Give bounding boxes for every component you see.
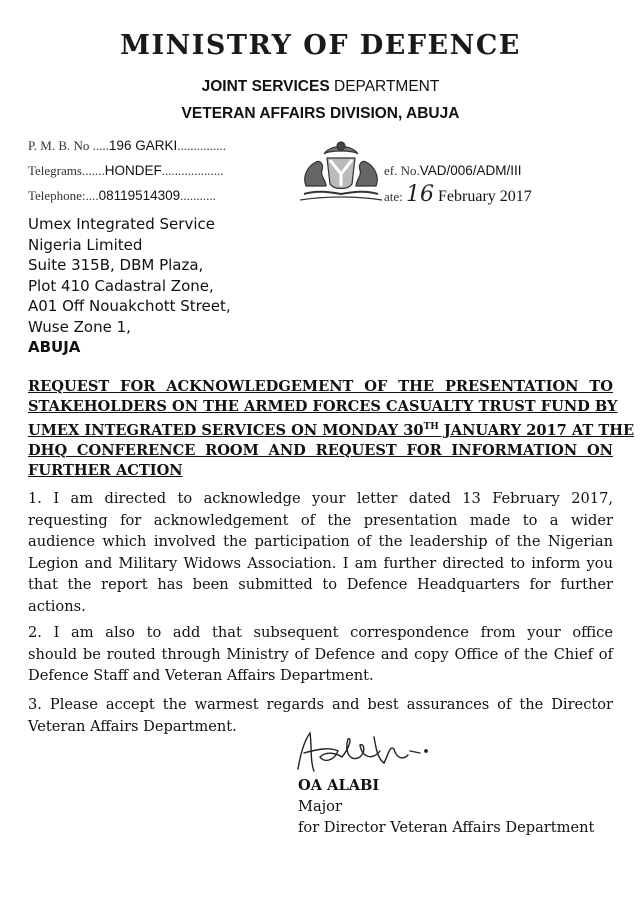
- paragraph-line: that the report has been submitted to Defence Headquarters for further: [28, 576, 613, 593]
- address-line: Nigeria Limited: [28, 235, 143, 254]
- date-label: ate:: [384, 189, 407, 204]
- paragraph-2: [28, 622, 613, 687]
- ministry-title: MINISTRY OF DEFENCE: [120, 30, 521, 61]
- coat-of-arms-icon: [286, 136, 396, 208]
- handwritten-signature: [290, 727, 440, 777]
- subject-superscript: TH: [423, 422, 439, 432]
- department-rest: DEPARTMENT: [329, 78, 440, 95]
- address-line: Umex Integrated Service: [28, 215, 215, 233]
- signatory-role: for Director Veteran Affairs Department: [298, 819, 595, 836]
- division-line: VETERAN AFFAIRS DIVISION, ABUJA: [181, 105, 460, 122]
- date-day: 16: [406, 182, 435, 207]
- subject-heading: [28, 377, 635, 481]
- address-city: ABUJA: [28, 338, 81, 356]
- paragraph-line: actions.: [28, 597, 86, 615]
- address-line: Suite 315B, DBM Plaza,: [28, 256, 204, 274]
- subject-line: FURTHER ACTION: [28, 461, 183, 479]
- recipient-address: [28, 214, 231, 358]
- telephone-dots: ...........: [180, 188, 216, 203]
- pmb-label: P. M. B. No .....: [28, 138, 109, 153]
- subject-text: JANUARY 2017 AT THE: [438, 421, 635, 439]
- reference-label: ef. No.: [384, 163, 420, 178]
- subject-line: DHQ CONFERENCE ROOM AND REQUEST FOR INFORMATION ON: [28, 441, 613, 459]
- telegrams-line: [28, 163, 223, 179]
- address-line: Plot 410 Cadastral Zone,: [28, 276, 214, 295]
- telephone-label: Telephone:....: [28, 188, 99, 203]
- paragraph-line: requesting for acknowledgement of the presentation made to a wider: [28, 511, 613, 529]
- subject-line: REQUEST FOR ACKNOWLEDGEMENT OF THE PRESENTATION TO: [28, 378, 613, 395]
- signatory-rank: Major: [298, 798, 342, 815]
- paragraph-line: 3. Please accept the warmest regards and best assurances of the Director: [28, 696, 613, 713]
- address-line: A01 Off Nouakchott Street,: [28, 297, 231, 315]
- signatory-block: [298, 775, 594, 838]
- subject-line: [28, 417, 635, 441]
- pmb-value: 196 GARKI: [108, 138, 178, 153]
- telephone-line: [28, 188, 216, 204]
- paragraph-line: Veteran Affairs Department.: [28, 717, 237, 735]
- paragraph-1: [28, 488, 613, 617]
- pmb-dots: ...............: [177, 138, 226, 153]
- department-line: [0, 78, 641, 96]
- address-line: Wuse Zone 1,: [28, 317, 131, 336]
- paragraph-line: 1. I am directed to acknowledge your letter dated 13 February 2017,: [28, 490, 613, 507]
- subject-text: UMEX INTEGRATED SERVICES ON MONDAY 30: [28, 421, 424, 439]
- paragraph-line: Legion and Military Widows Association. I am further directed to inform you: [28, 554, 613, 572]
- pmb-line: [28, 138, 226, 154]
- date-line: [384, 182, 532, 207]
- telephone-value: 08119514309: [98, 188, 181, 203]
- paragraph-line: audience which involved the participation of the leadership of the Nigerian: [28, 533, 613, 550]
- date-month-year: February 2017: [434, 188, 532, 205]
- telegrams-value: HONDEF: [104, 163, 162, 178]
- reference-value: VAD/006/ADM/III: [419, 163, 522, 178]
- signatory-name: OA ALABI: [298, 777, 380, 794]
- telegrams-dots: ...................: [161, 163, 224, 178]
- reference-line: [384, 163, 522, 179]
- paragraph-line: 2. I am also to add that subsequent correspondence from your office: [28, 624, 613, 641]
- telegrams-label: Telegrams.......: [28, 163, 105, 178]
- paragraph-line: should be routed through Ministry of Defence and copy Office of the Chief of: [28, 645, 613, 663]
- paragraph-line: Defence Staff and Veteran Affairs Department.: [28, 667, 374, 684]
- department-bold: JOINT SERVICES: [201, 78, 330, 95]
- subject-line: STAKEHOLDERS ON THE ARMED FORCES CASUALTY TRUST FUND BY: [28, 398, 618, 415]
